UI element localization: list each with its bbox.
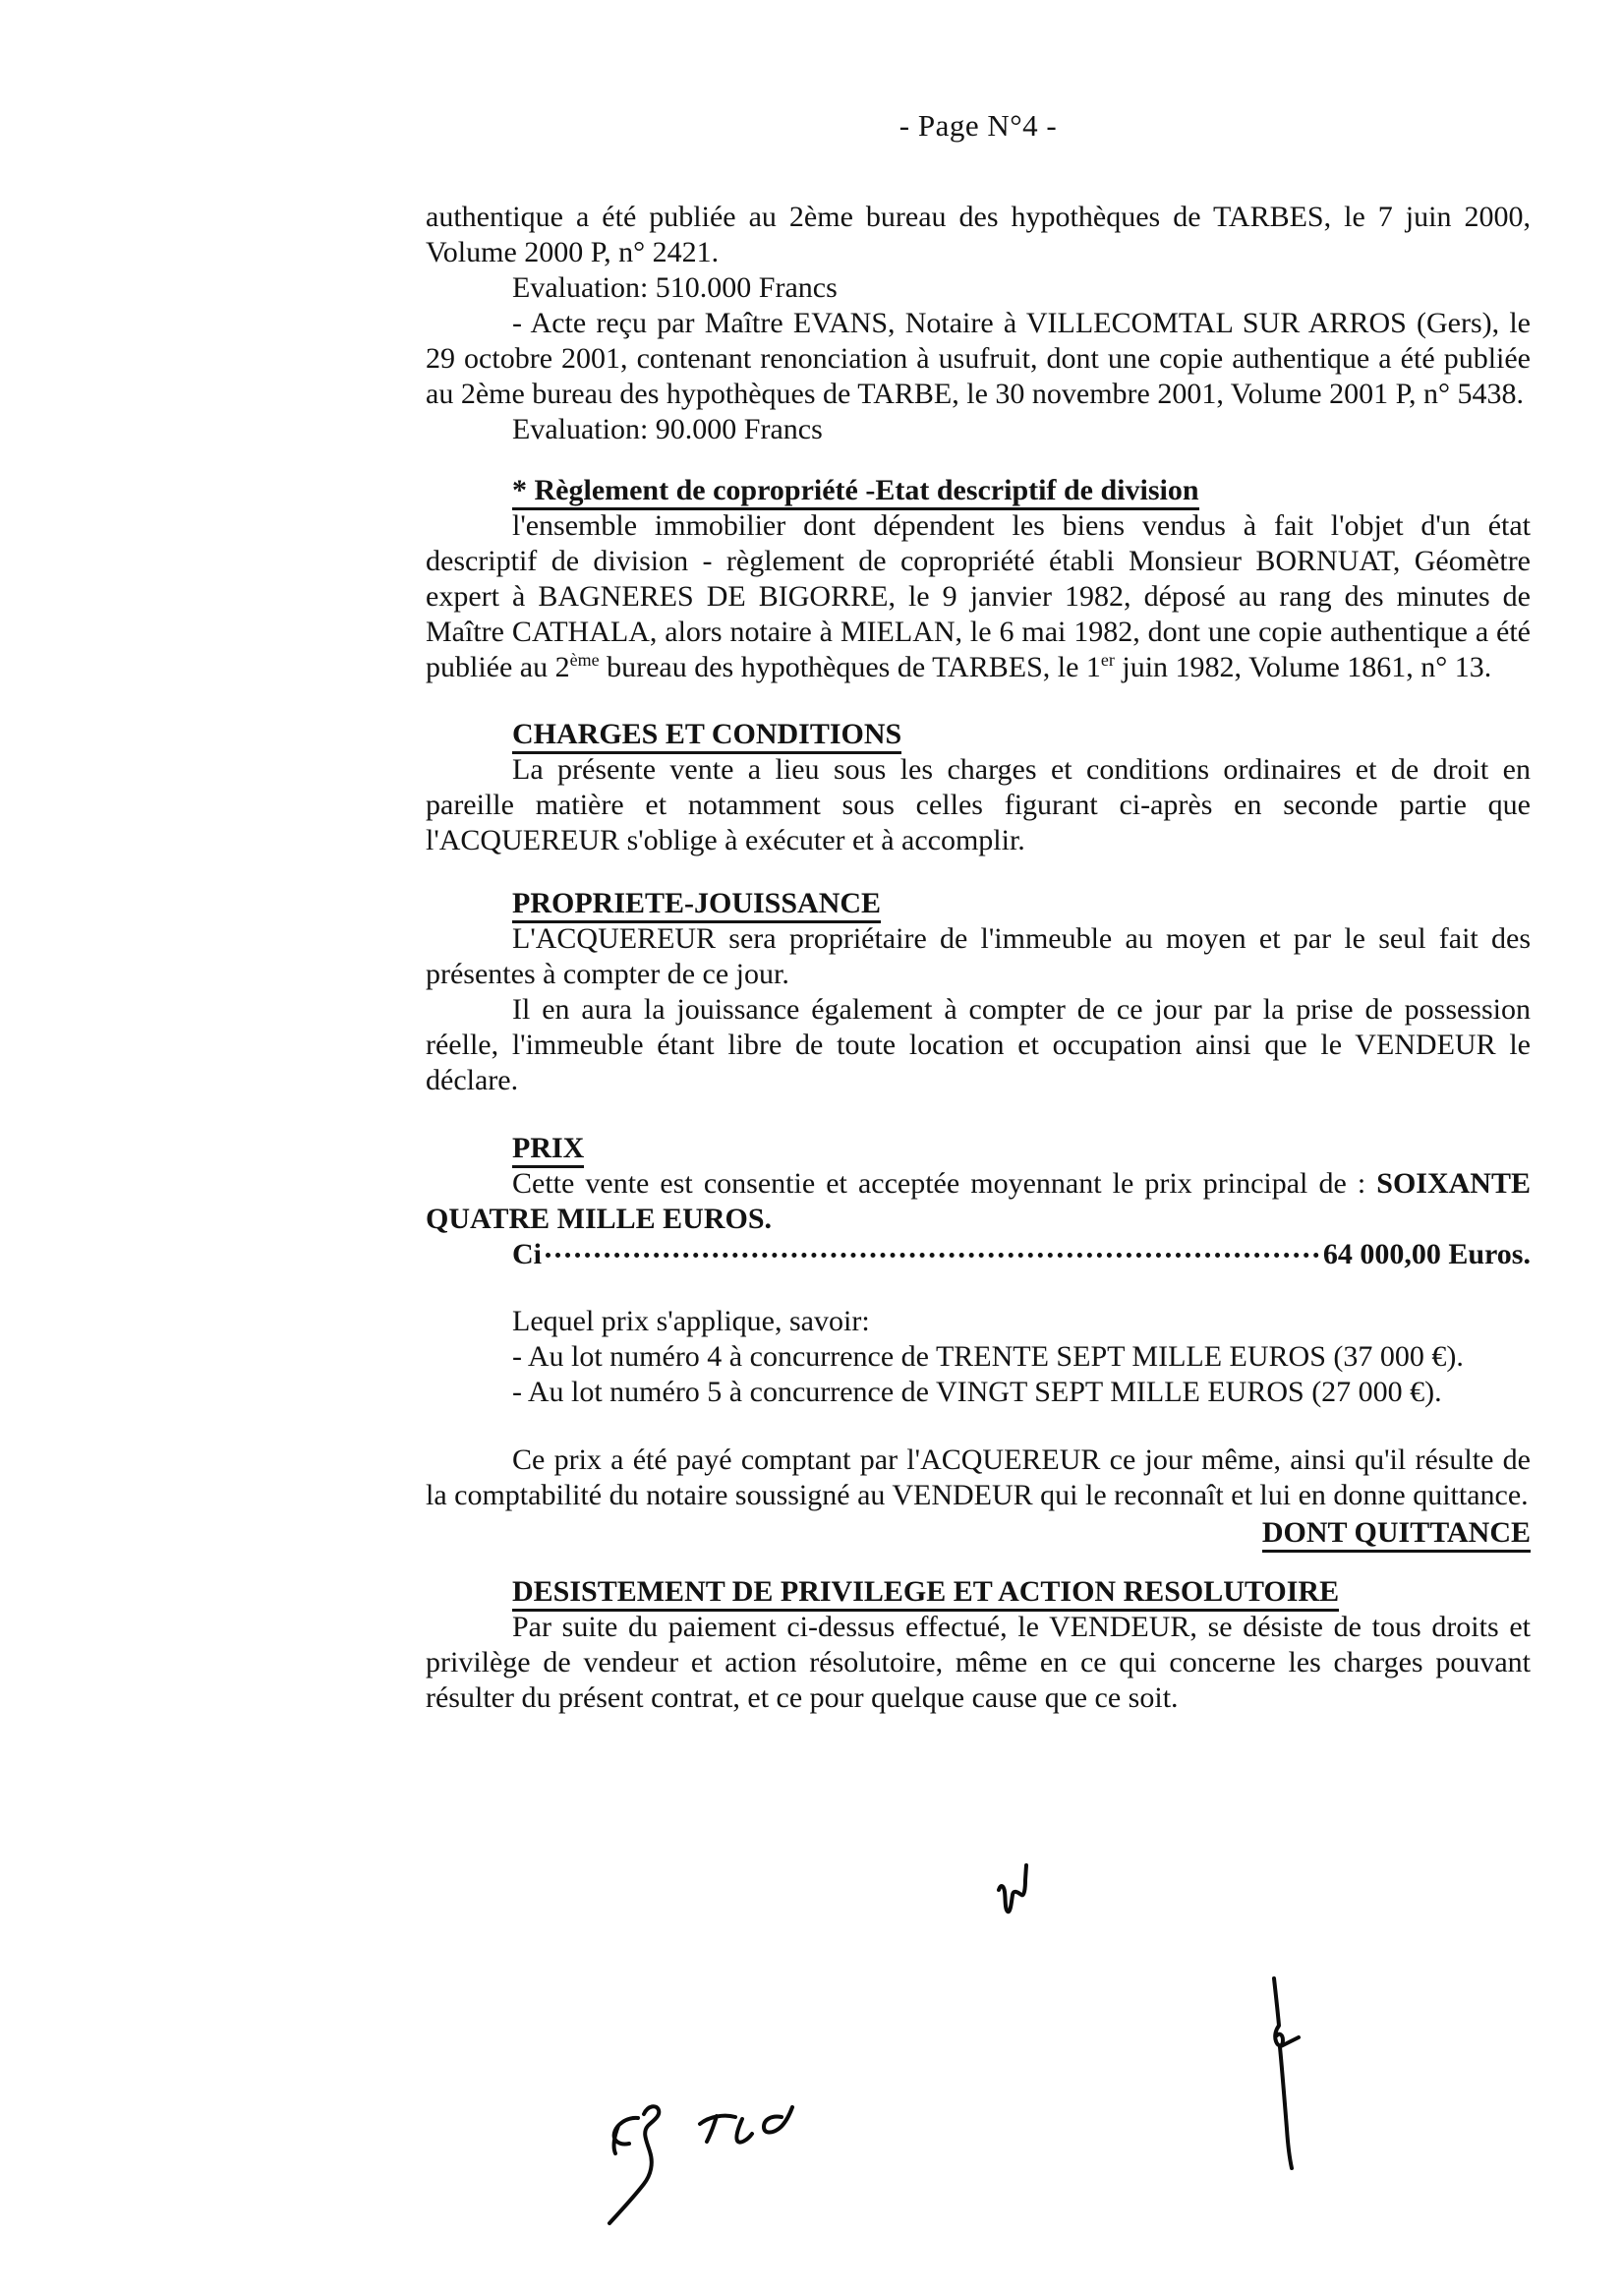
paragraph-desistement-body: Par suite du paiement ci-dessus effectué, le VENDEUR, se désiste de tous droits et privilège de vendeur et action résolutoire, même en ce qui concerne les charges pouvant résulter du présent contrat, et ce pour quelque cause que ce soit.: [426, 1611, 1531, 1714]
paragraph-prix-sentence: Cette vente est consentie et acceptée moyennant le prix principal de : SOIXANTE QUATRE MILLE EUROS.: [426, 1167, 1531, 1235]
heading-charges-underlined-text: CHARGES ET CONDITIONS: [512, 718, 901, 754]
evaluation-90000-line: Evaluation: 90.000 Francs: [512, 413, 823, 445]
heading-propriete-underlined-text: PROPRIETE-JOUISSANCE: [512, 887, 881, 923]
heading-prix: [426, 1131, 1531, 1166]
heading-reglement-copropriete: [426, 473, 1531, 508]
page-number-header: - Page N°4 -: [898, 108, 1058, 143]
paragraph-paiement: Ce prix a été payé comptant par l'ACQUEREUR ce jour même, ainsi qu'il résulte de la comptabilité du notaire soussigné au VENDEUR qui le reconnaît et lui en donne quittance.: [426, 1443, 1531, 1511]
paraphe-icon: [999, 1865, 1026, 1912]
paragraph-reglement-body: l'ensemble immobilier dont dépendent les biens vendus à fait l'objet d'un état descriptif de division - règlement de copropriété établi Monsieur BORNUAT, Géomètre expert à BAGNERES DE BIGORRE, le 9 janvier 1982, déposé au rang des minutes de Maître CATHALA, alors notaire à MIELAN, le 6 mai 1982, dont une copie authentique a été publiée au 2ème bureau des hypothèques de TARBES, le 1er juin 1982, Volume 1861, n° 13.: [426, 509, 1531, 683]
heading-reglement-underlined-text: * Règlement de copropriété -Etat descriptif de division: [512, 474, 1199, 510]
heading-desistement: [426, 1574, 1531, 1610]
dot-leader: [546, 1253, 1319, 1258]
lot-4-line: - Au lot numéro 4 à concurrence de TRENTE SEPT MILLE EUROS (37 000 €).: [512, 1340, 1464, 1373]
heading-dont-quittance: [426, 1515, 1531, 1551]
heading-charges-et-conditions: [426, 717, 1531, 752]
paragraph-jouissance-2: Il en aura la jouissance également à compter de ce jour par la prise de possession réelle, l'immeuble étant libre de toute location et occupation ainsi que le VENDEUR le déclare.: [426, 993, 1531, 1096]
initials-es-icon: [609, 2106, 659, 2223]
paragraph-propriete-1: L'ACQUEREUR sera propriétaire de l'immeuble au moyen et par le seul fait des présentes à compter de ce jour.: [426, 922, 1531, 990]
heading-propriete-jouissance: [426, 886, 1531, 921]
price-amount: 64 000,00 Euros.: [1322, 1238, 1531, 1270]
heading-prix-underlined-text: PRIX: [512, 1132, 584, 1168]
paragraph-charges-body: La présente vente a lieu sous les charges et conditions ordinaires et de droit en pareille matière et notamment sous celles figurant ci-après en seconde partie que l'ACQUEREUR s'oblige à exécuter et à accomplir.: [426, 753, 1531, 856]
pen-stroke-icon: [1274, 1978, 1299, 2168]
paragraph-publication-tarbes: authentique a été publiée au 2ème bureau des hypothèques de TARBES, le 7 juin 2000, Volume 2000 P, n° 2421.: [426, 201, 1531, 268]
paragraph-lequel-prix: Lequel prix s'applique, savoir:: [512, 1305, 870, 1337]
price-figures-line: [512, 1237, 1531, 1272]
lot-5-line: - Au lot numéro 5 à concurrence de VINGT SEPT MILLE EUROS (27 000 €).: [512, 1376, 1442, 1408]
ci-label: Ci: [512, 1238, 542, 1270]
heading-desistement-underlined-text: DESISTEMENT DE PRIVILEGE ET ACTION RESOLUTOIRE: [512, 1575, 1339, 1612]
initials-tlc-icon: [700, 2107, 792, 2143]
dont-quittance-underlined-text: DONT QUITTANCE: [1262, 1516, 1531, 1553]
evaluation-510000-line: Evaluation: 510.000 Francs: [512, 271, 838, 304]
document-body: [426, 200, 1531, 1716]
paragraph-acte-evans: - Acte reçu par Maître EVANS, Notaire à VILLECOMTAL SUR ARROS (Gers), le 29 octobre 2001, contenant renonciation à usufruit, dont une copie authentique a été publiée au 2ème bureau des hypothèques de TARBE, le 30 novembre 2001, Volume 2001 P, n° 5438.: [426, 307, 1531, 410]
